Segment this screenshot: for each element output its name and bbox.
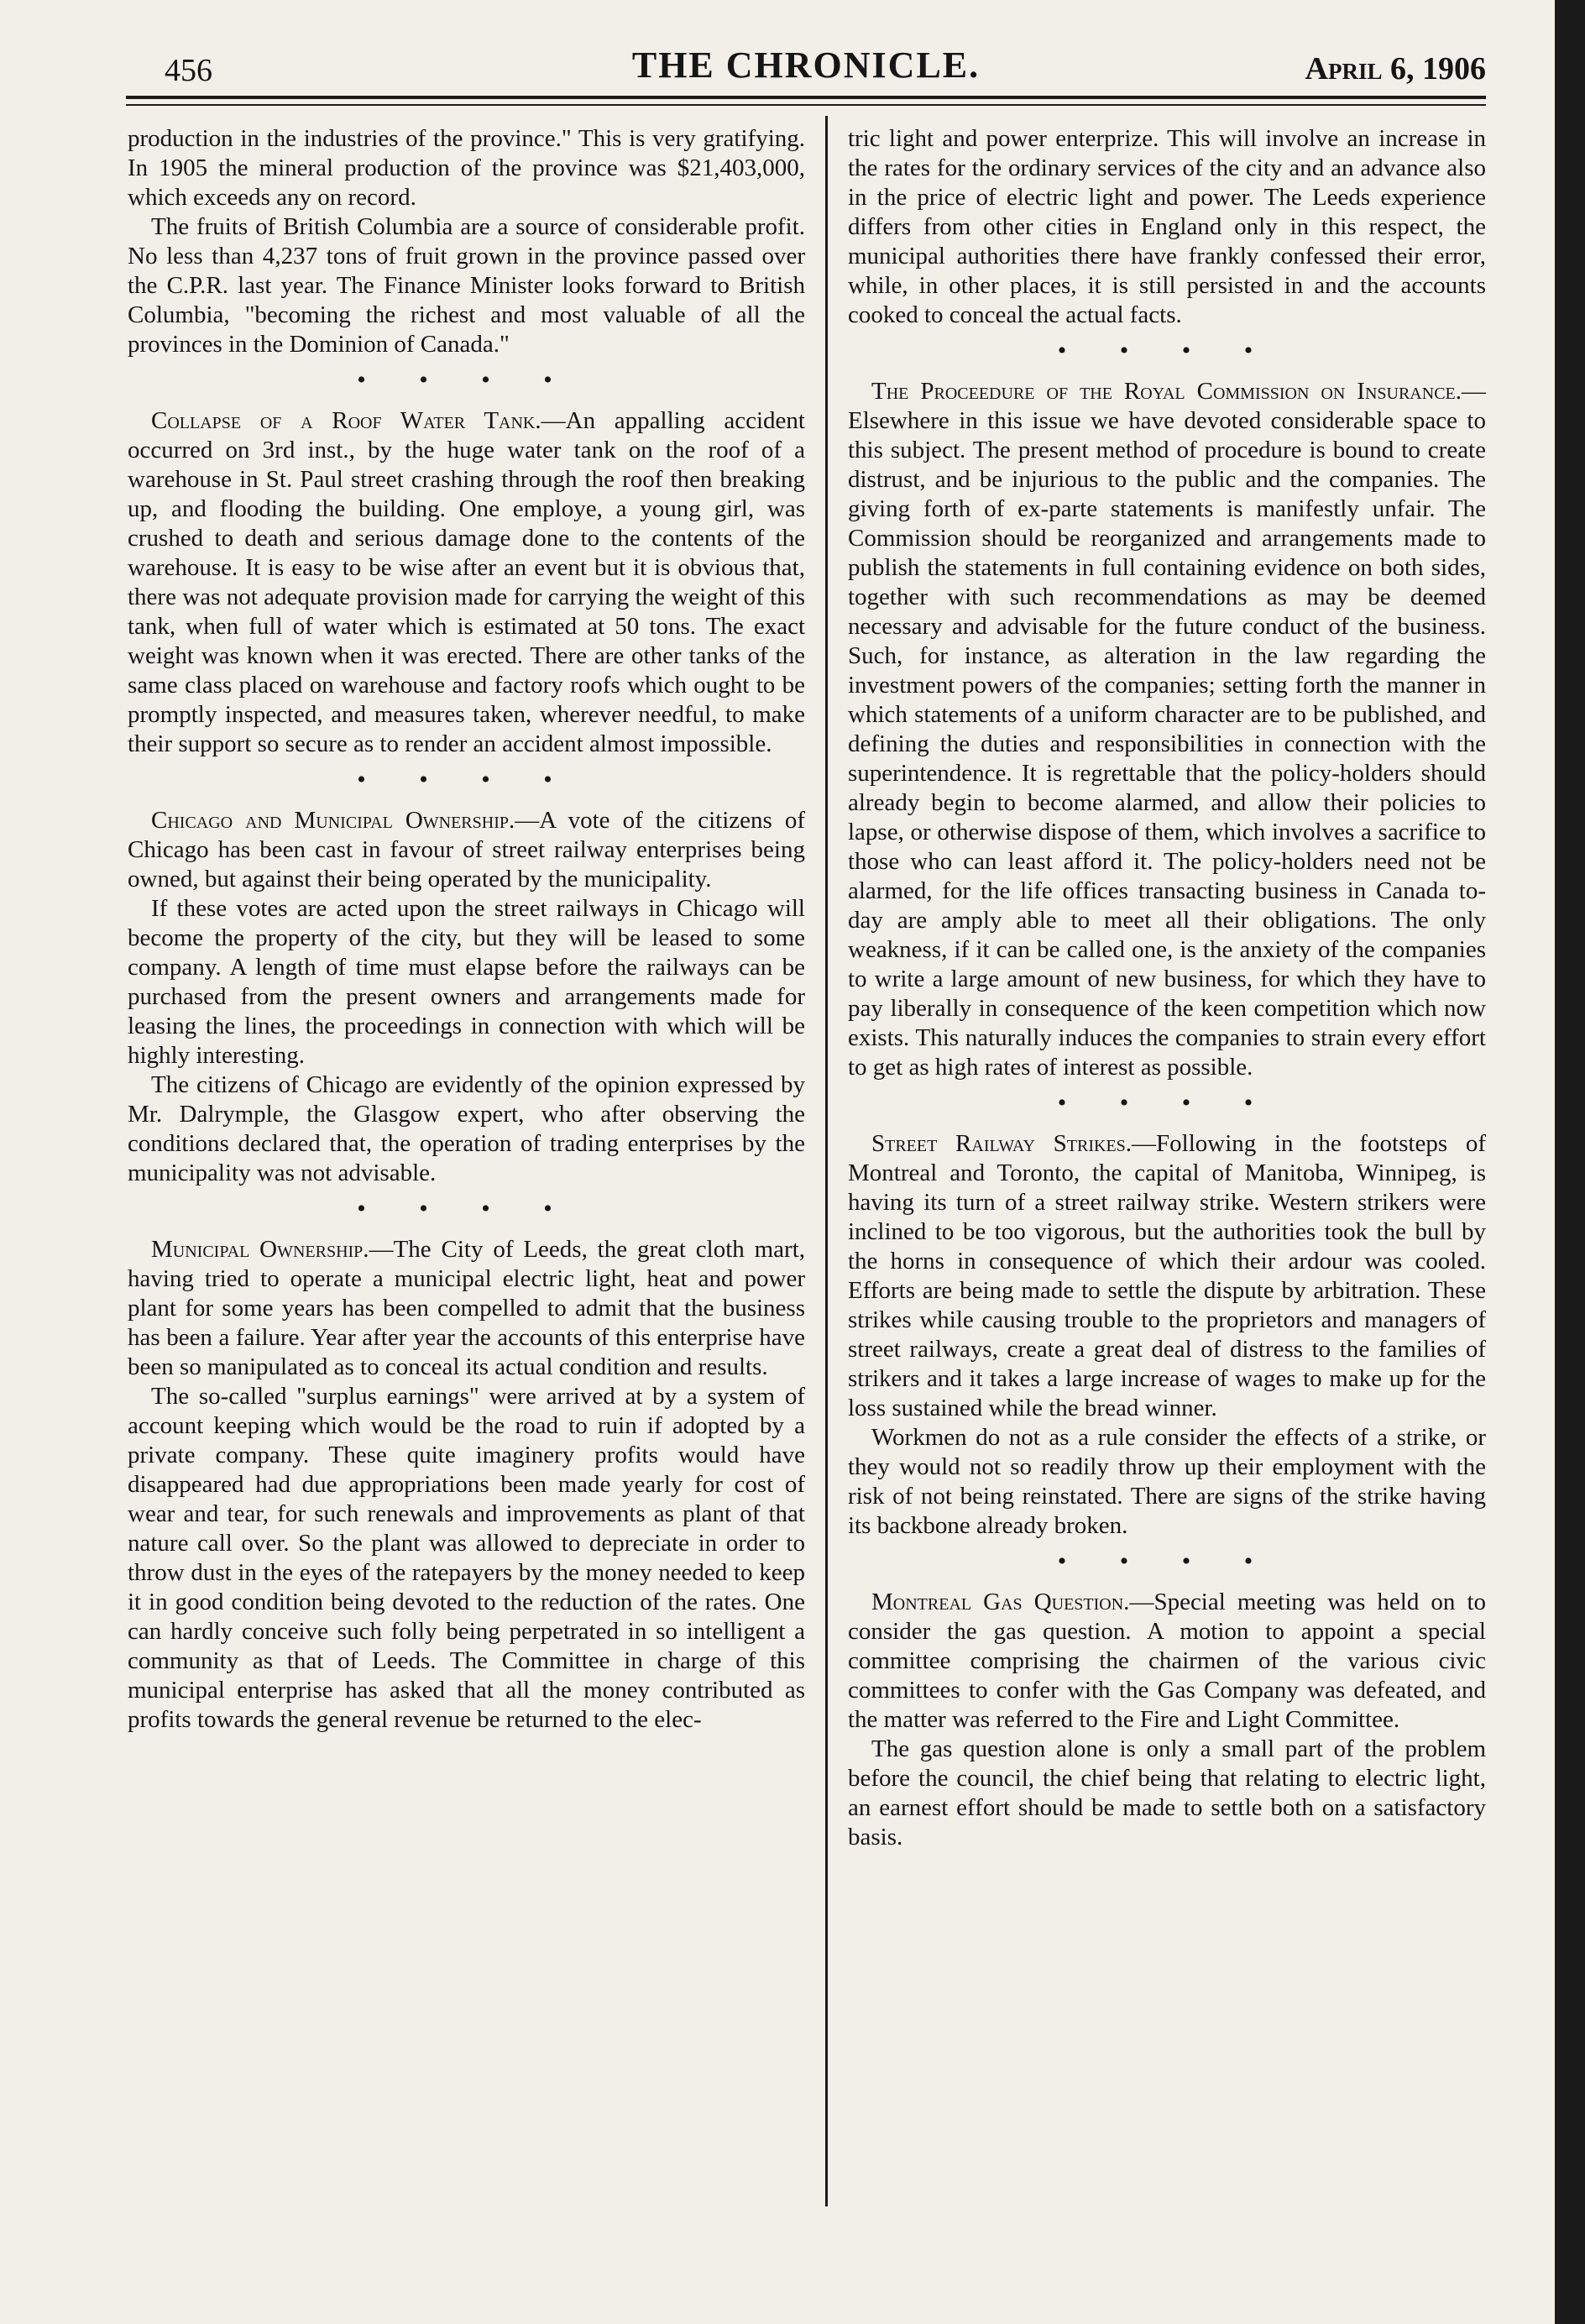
article-text: —An appalling accident occurred on 3rd inst., by the huge water tank on the roof of a warehouse in St. Paul street crashing through the roof then breaking up, and flooding the building. One employe, a young girl, was crushed to death and serious damage done to the contents of the warehouse. It is easy to be wise after an event but it is obvious that, there was not adequate provision made for carrying the weight of this tank, when full of water which is estimated at 50 tons. The exact weight was known when it was erected. There are other tanks of the same class placed on warehouse and factory roofs which ought to be promptly inspected, and measures taken, wherever needful, to make their support so secure as to render an accident almost impossible. — [128, 407, 805, 757]
paragraph: tric light and power enterprize. This will involve an increase in the rates for the ordinary services of the city and an advance also in the price of electric light and power. The Leeds experience differs from other cities in England only in this respect, the municipal authorities there have frankly confessed their error, while, in other places, it is still persisted in and the accounts cooked to conceal the actual facts. — [848, 125, 1486, 328]
article-heading: The Proceedure of the Royal Commission on Insurance. — [871, 378, 1462, 405]
paragraph: The so-called "surplus earnings" were arrived at by a system of account keeping which would be the road to ruin if adopted by a private company. These quite imaginery profits would have disappeared had due appropriations been made yearly for cost of wear and tear, for such renewals and improvements as plant of that nature call over. So the plant was allowed to depreciate in order to throw dust in the eyes of the ratepayers by the money needed to keep it in good condition being devoted to the reduction of the rates. One can hardly conceive such folly being perpetrated in so intelligent a community as that of Leeds. The Committee in charge of this municipal enterprise has asked that all the money contributed as profits towards the general revenue be returned to the elec- — [128, 1383, 805, 1733]
article-heading: Chicago and Municipal Ownership. — [151, 807, 515, 834]
column-divider — [825, 116, 828, 2206]
section-separator: • • • • — [357, 366, 576, 394]
paragraph: If these votes are acted upon the street railways in Chicago will become the property of the city, but they will be leased to some company. A length of time must elapse before the railways can be purchased from the present owners and arrangements made for leasing the lines, the proceedings in connection with which will be highly interesting. — [128, 895, 805, 1069]
section-separator: • • • • — [357, 1195, 576, 1222]
article-heading: Municipal Ownership. — [151, 1236, 369, 1263]
section-separator: • • • • — [1057, 337, 1277, 364]
article-heading: Street Railway Strikes. — [871, 1130, 1133, 1157]
section-separator: • • • • — [1057, 1547, 1277, 1575]
page-header — [126, 44, 1486, 86]
article-street-railway-strikes — [848, 1129, 1486, 1423]
left-column — [128, 124, 805, 1735]
article-text: —Elsewhere in this issue we have devoted considerable space to this subject. The present method of procedure is bound to create distrust, and be injurious to the public and the companies. The giving forth of ex-parte statements is manifestly unfair. The Commission should be reorganized and arrangements made to publish the statements in full containing evidence on both sides, together with such recommendations as may be deemed necessary and advisable for the future conduct of the business. Such, for instance, as alteration in the law regarding the investment powers of the companies; setting forth the manner in which statements of a uniform character are to be published, and defining the duties and responsibilities in connection with the superintendence. It is regrettable that the policy-holders should already begin to become alarmed, and allow their policies to lapse, or otherwise dispose of them, which involves a sacrifice to those who can least afford it. The policy-holders need not be alarmed, for the life offices transacting business in Canada to-day are amply able to meet all their obligations. The only weakness, if it can be called one, is the anxiety of the companies to write a large amount of new business, for which they have to pay liberally in consequence of the keen competition which now exists. This naturally induces the companies to strain every effort to get as high rates of interest as possible. — [848, 378, 1486, 1081]
masthead-title: THE CHRONICLE. — [631, 44, 981, 86]
header-rule — [126, 96, 1486, 99]
article-text: —Following in the footsteps of Montreal and Toronto, the capital of Manitoba, Winnipeg, is having its turn of a street railway strike. Western strikers were inclined to be too vigorous, but the authorities took the bull by the horns in consequence of which their ardour was cooled. Efforts are being made to settle the dispute by arbitration. These strikes while causing trouble to the proprietors and managers of street railways, create a great deal of distress to the families of strikers and it takes a large increase of wages to make up for the loss sustained while the bread winner. — [848, 1130, 1486, 1421]
paragraph: production in the industries of the province." This is very gratifying. In 1905 the mineral production of the province was $21,403,000, which exceeds any on record. — [128, 125, 805, 211]
article-text: —Special meeting was held on to consider the gas question. A motion to appoint a special committee comprising the chairmen of the various civic committees to confer with the Gas Company was defeated, and the matter was referred to the Fire and Light Committee. — [848, 1589, 1486, 1733]
article-municipal-ownership — [128, 1235, 805, 1382]
header-rule-thin — [126, 104, 1486, 106]
paragraph: The citizens of Chicago are evidently of the opinion expressed by Mr. Dalrymple, the Glasgow expert, who after observing the conditions declared that, the operation of trading enterprises by the municipality was not advisable. — [128, 1071, 805, 1186]
section-separator: • • • • — [1057, 1089, 1277, 1117]
paragraph: Workmen do not as a rule consider the effects of a strike, or they would not so readily throw up their employment with the risk of not being reinstated. There are signs of the strike having its backbone already broken. — [848, 1424, 1486, 1539]
page-number: 456 — [165, 53, 212, 88]
article-royal-commission — [848, 377, 1486, 1082]
section-separator: • • • • — [357, 766, 576, 793]
article-text: —A vote of the citizens of Chicago has been cast in favour of street railway enterprises being owned, but against their being operated by the municipality. — [128, 807, 805, 892]
article-montreal-gas — [848, 1588, 1486, 1735]
article-chicago — [128, 806, 805, 894]
paragraph: The gas question alone is only a small part of the problem before the council, the chief being that relating to electric light, an earnest effort should be made to settle both on a satisfactory basis. — [848, 1735, 1486, 1850]
article-text: —The City of Leeds, the great cloth mart, having tried to operate a municipal electric light, heat and power plant for some years has been compelled to admit that the business has been a failure. Year after year the accounts of this enterprise have been so manipulated as to conceal its actual condition and results. — [128, 1236, 805, 1380]
scan-edge — [1555, 0, 1585, 2324]
right-column — [848, 124, 1486, 1852]
article-heading: Montreal Gas Question. — [871, 1589, 1130, 1615]
issue-date: April 6, 1906 — [1305, 51, 1486, 86]
article-roof-tank — [128, 406, 805, 759]
article-heading: Collapse of a Roof Water Tank. — [151, 407, 541, 434]
paragraph: The fruits of British Columbia are a source of considerable profit. No less than 4,237 tons of fruit grown in the province passed over the C.P.R. last year. The Finance Minister looks forward to British Columbia, "becoming the richest and most valuable of all the provinces in the Dominion of Canada." — [128, 213, 805, 358]
